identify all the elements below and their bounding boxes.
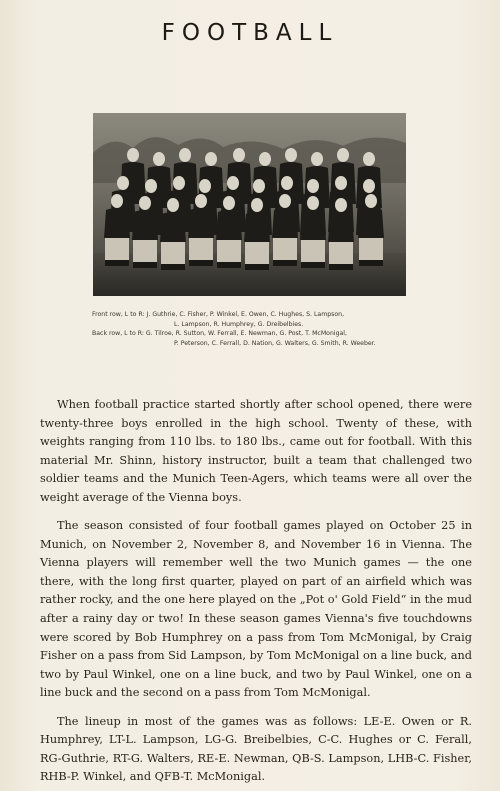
paragraph-practice: When football practice started shortly after school opened, there were twenty-three boys enrolled in the high school. Twenty of these, with weights ranging from 110 lbs. to 180 lbs., came out for football. With this material Mr. Shinn, history instructor, built a team that challenged two soldier teams and the Munich Teen-Agers, which teams were all over the weight average of the Vienna boys. [40, 398, 472, 504]
caption-back-row-cont: P. Peterson, C. Ferrall, D. Nation, G. Walters, G. Smith, R. Weeber. [174, 339, 376, 347]
paragraph-lineup: The lineup in most of the games was as follows: LE-E. Owen or R. Humphrey, LT-L. Lampson, LG-G. Breibelbies, C-C. Hughes or C. Ferall, RG-Guthrie, RT-G. Walters, RE-E. Newman, QB-S. Lampson, LHB-C. Fisher, RHB-P. Winkel, and QFB-T. McMonigal. [40, 714, 472, 784]
article-body [40, 396, 472, 787]
team-photo [93, 113, 406, 296]
page-title: FOOTBALL [161, 20, 339, 46]
team-photo-image [93, 113, 406, 296]
caption-front-row-cont: L. Lampson, R. Humphrey, G. Dreibelbies. [174, 320, 304, 328]
paragraph-season: The season consisted of four football games played on October 25 in Munich, on November 2, November 8, and November 16 in Vienna. The Vienna players will remember well the two Munich games — the one there, with the long first quarter, played on part of an airfield which was rather rocky, and the one here played on the „Pot o' Gold Field“ in the mud after a rainy day or two! In these season games Vienna's five touchdowns were scored by Bob Humphrey on a pass from Tom McMonigal, by Craig Fisher on a pass from Sid Lampson, by Tom McMonigal on a line buck, and two by Paul Winkel, one on a line buck, and two by Paul Winkel, one on a line buck and the second on a pass from Tom McMonigal. [40, 519, 472, 700]
photo-caption [92, 310, 422, 348]
caption-back-row: Back row, L to R: G. Tilroe, R. Sutton, W. Ferrall, E. Newman, G. Post, T. McMonigal, [92, 330, 347, 338]
caption-front-row: Front row, L to R: J. Guthrie, C. Fisher, P. Winkel, E. Owen, C. Hughes, S. Lampson, [92, 311, 345, 318]
